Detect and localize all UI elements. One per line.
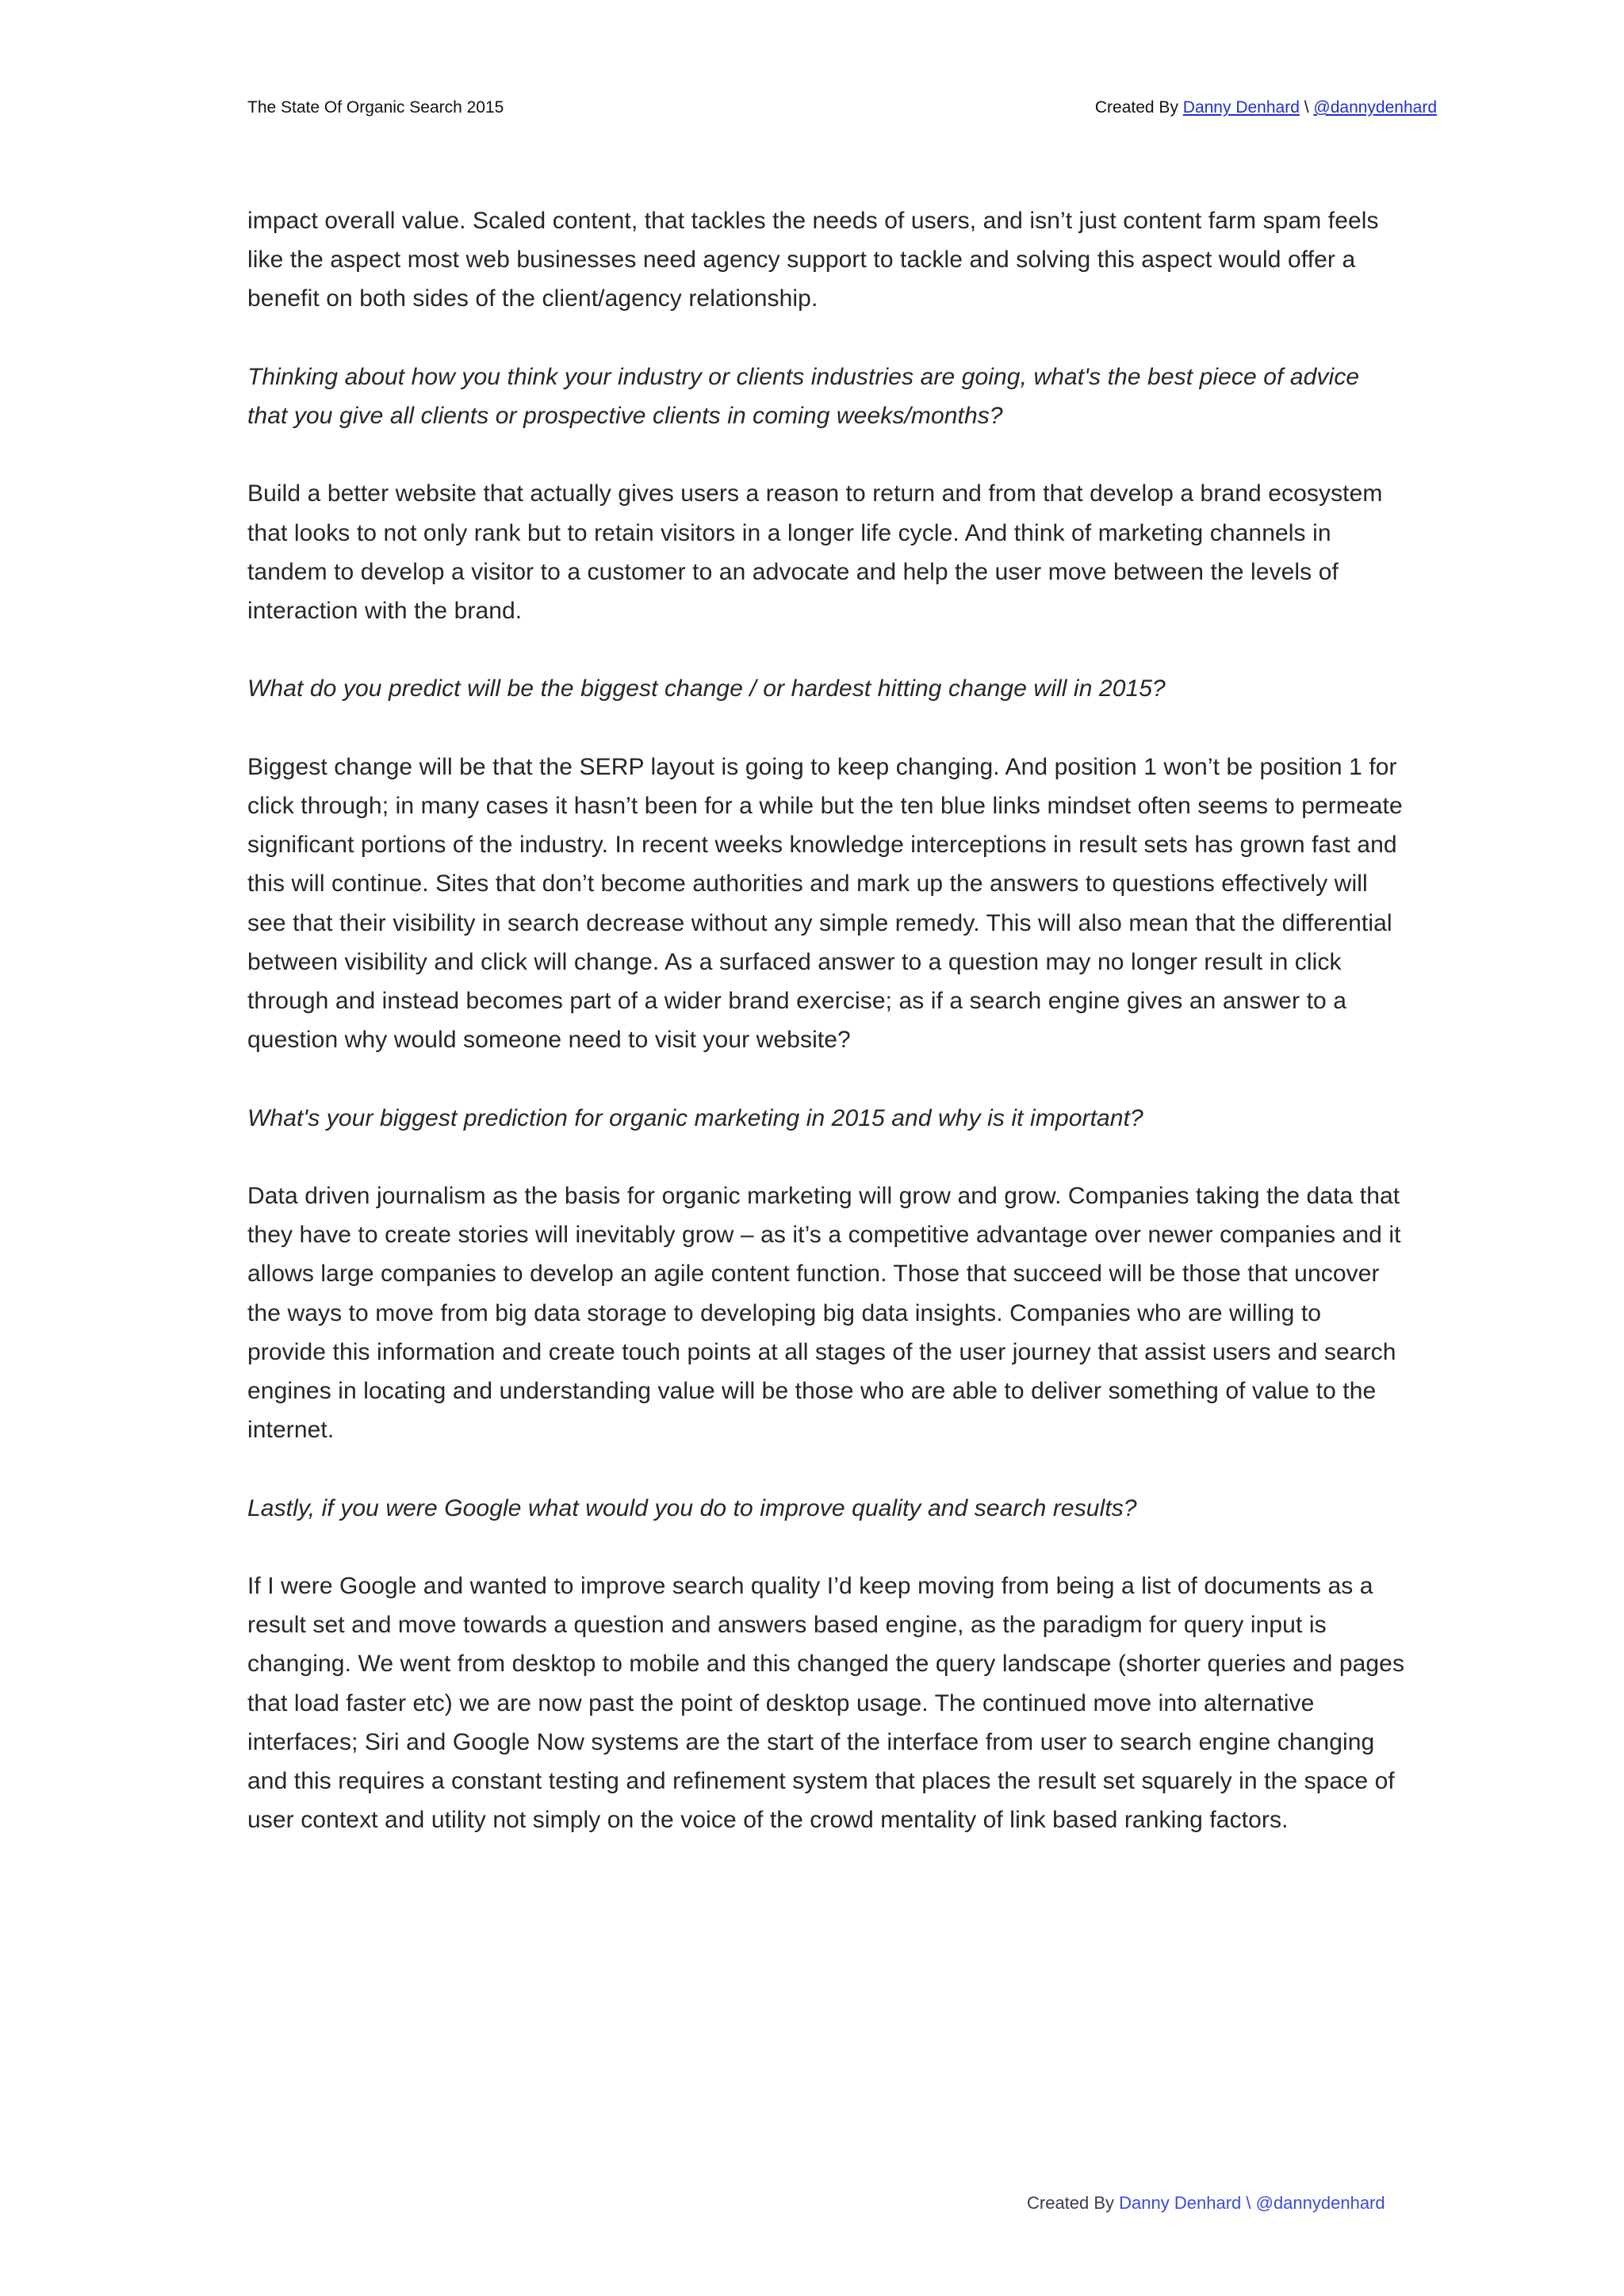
- answer-paragraph: Data driven journalism as the basis for organic marketing will grow and grow. Companies taking the data that they have to create stories will inevitably grow – as it’s a competitive advantage over newer companies and it allows large companies to develop an agile content function. Those that succeed will be those that uncover the ways to move from big data storage to developing big data insights. Companies who are willing to provide this information and create touch points at all stages of the user journey that assist users and search engines in locating and understanding value will be those who are able to deliver something of value to the internet.: [247, 1182, 1401, 1444]
- author-handle-link[interactable]: @dannydenhard: [1313, 98, 1437, 117]
- footer-created-by-label: Created By: [1027, 2193, 1120, 2213]
- answer-paragraph: Biggest change will be that the SERP layout is going to keep changing. And position 1 won’t be position 1 for click through; in many cases it hasn’t been for a while but the ten blue links mindset often seems to permeate significant portions of the industry. In recent weeks knowledge interceptions in result sets has grown fast and this will continue. Sites that don’t become authorities and mark up the answers to questions effectively will see that their visibility in search decrease without any simple remedy. This will also mean that the differential between visibility and click will change. As a surfaced answer to a question may no longer result in click through and instead becomes part of a wider brand exercise; as if a search engine gives an answer to a question why would someone need to visit your website?: [247, 753, 1403, 1054]
- document-title: The State Of Organic Search 2015: [247, 98, 504, 117]
- answer-paragraph: impact overall value. Scaled content, that tackles the needs of users, and isn’t just content farm spam feels like the aspect most web businesses need agency support to tackle and solving this aspect would offer a benefit on both sides of the client/agency relationship.: [247, 208, 1379, 312]
- created-by-label: Created By: [1094, 98, 1183, 117]
- author-name-link[interactable]: Danny Denhard: [1182, 98, 1300, 117]
- page-header: [247, 98, 1437, 125]
- author-credit: [1095, 98, 1437, 117]
- page-footer: [1027, 2193, 1385, 2214]
- answer-paragraph: If I were Google and wanted to improve search quality I’d keep moving from being a list of documents as a result set and move towards a question and answers based engine, as the paradigm for query input is changing. We went from desktop to mobile and this changed the query landscape (shorter queries and pages that load faster etc) we are now past the point of desktop usage. The continued move into alternative interfaces; Siri and Google Now systems are the start of the interface from user to search engine changing and this requires a constant testing and refinement system that places the result set squarely in the space of user context and utility not simply on the voice of the crowd mentality of link based ranking factors.: [247, 1572, 1405, 1834]
- interview-question: What do you predict will be the biggest change / or hardest hitting change will in 2015?: [247, 675, 1166, 702]
- article-body: [247, 201, 1405, 1879]
- interview-question: What's your biggest prediction for organic marketing in 2015 and why is it important?: [247, 1104, 1143, 1131]
- interview-question: Lastly, if you were Google what would you do to improve quality and search results?: [247, 1494, 1137, 1521]
- credit-separator: \: [1299, 98, 1314, 117]
- footer-author-link[interactable]: Danny Denhard \ @dannydenhard: [1119, 2193, 1385, 2213]
- answer-paragraph: Build a better website that actually gives users a reason to return and from that develop a brand ecosystem that looks to not only rank but to retain visitors in a longer life cycle. And think of marketing channels in tandem to develop a visitor to a customer to an advocate and help the user move between the levels of interaction with the brand.: [247, 480, 1383, 624]
- interview-question: Thinking about how you think your industry or clients industries are going, what's the best piece of advice that you give all clients or prospective clients in coming weeks/months?: [247, 363, 1360, 429]
